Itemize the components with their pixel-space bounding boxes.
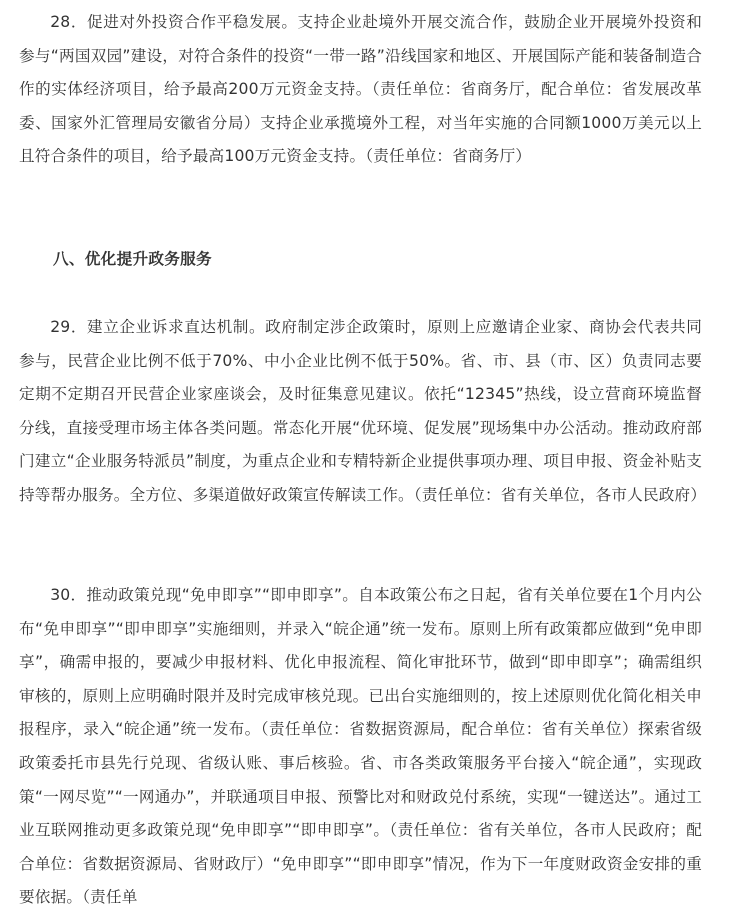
section-heading: 八、优化提升政务服务 (53, 250, 212, 268)
paragraph-30: 30．推动政策兑现“免申即享”“即申即享”。自本政策公布之日起，省有关单位要在1个月内公布“免申即享”“即申即享”实施细则，并录入“皖企通”统一发布。原则上所有政策都应做到“免申即享”，确需申报的，要减少申报材料、优化申报流程、简化审批环节，做到“即申即享”；确需组织审核的，原则上应明确时限并及时完成审核兑现。已出台实施细则的，按上述原则优化简化相关申报程序，录入“皖企通”统一发布。（责任单位：省数据资源局，配合单位：省有关单位）探索省级政策委托市县先行兑现、省级认账、事后核验。省、市各类政策服务平台接入“皖企通”，实现政策“一网尽览”“一网通办”，并联通项目申报、预警比对和财政兑付系统，实现“一键送达”。通过工业互联网推动更多政策兑现“免申即享”“即申即享”。（责任单位：省有关单位，各市人民政府；配合单位：省数据资源局、省财政厅）“免申即享”“即申即享”情况，作为下一年度财政资金安排的重要依据。（责任单 (19, 586, 702, 907)
paragraph-28: 28．促进对外投资合作平稳发展。支持企业赴境外开展交流合作，鼓励企业开展境外投资和参与“两国双园”建设，对符合条件的投资“一带一路”沿线国家和地区、开展国际产能和装备制造合作的实体经济项目，给予最高200万元资金支持。（责任单位：省商务厅，配合单位：省发展改革委、国家外汇管理局安徽省分局）支持企业承揽境外工程，对当年实施的合同额1000万美元以上且符合条件的项目，给予最高100万元资金支持。（责任单位：省商务厅） (19, 13, 702, 166)
paragraph-29: 29．建立企业诉求直达机制。政府制定涉企政策时，原则上应邀请企业家、商协会代表共同参与，民营企业比例不低于70%、中小企业比例不低于50%。省、市、县（市、区）负责同志要定期不定期召开民营企业家座谈会，及时征集意见建议。依托“12345”热线，设立营商环境监督分线，直接受理市场主体各类问题。常态化开展“优环境、促发展”现场集中办公活动。推动政府部门建立“企业服务特派员”制度，为重点企业和专精特新企业提供事项办理、项目申报、资金补贴支持等帮办服务。全方位、多渠道做好政策宣传解读工作。（责任单位：省有关单位，各市人民政府） (19, 318, 707, 504)
